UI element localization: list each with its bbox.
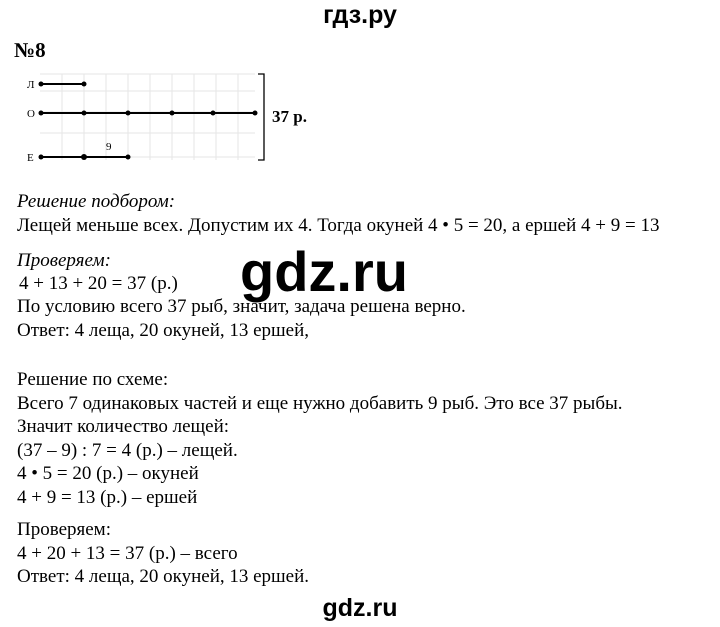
fish-scheme-diagram <box>0 60 330 170</box>
total-brace <box>258 74 264 160</box>
label-bream: Л <box>27 79 35 91</box>
scheme-check-expression: 4 + 20 + 13 = 37 (р.) – всего <box>17 543 238 564</box>
scheme-solution-line1: Всего 7 одинаковых частей и еще нужно добавить 9 рыб. Это все 37 рыбы. <box>17 393 623 414</box>
scheme-solution-step1: (37 – 9) : 7 = 4 (р.) – лещей. <box>17 440 238 461</box>
selection-answer: Ответ: 4 леща, 20 окуней, 13 ершей, <box>17 320 310 341</box>
selection-check-expression: 4 + 13 + 20 = 37 (р.) <box>19 273 178 294</box>
scheme-solution-line2: Значит количество лещей: <box>17 416 230 437</box>
point <box>211 111 216 116</box>
point <box>126 111 131 116</box>
scheme-solution-step2: 4 • 5 = 20 (р.) – окуней <box>17 463 199 484</box>
task-number: №8 <box>14 38 46 62</box>
selection-check-title: Проверяем: <box>17 250 111 271</box>
point <box>81 154 87 160</box>
label-perch: О <box>27 108 35 120</box>
selection-title: Решение подбором: <box>17 191 176 212</box>
selection-conclusion: По условию всего 37 рыб, значит, задача решена верно. <box>17 296 466 317</box>
scheme-solution-step3: 4 + 9 = 13 (р.) – ершей <box>17 487 198 508</box>
label-ruff: Е <box>27 152 34 164</box>
point <box>39 111 44 116</box>
point <box>39 82 44 87</box>
scheme-answer: Ответ: 4 леща, 20 окуней, 13 ершей. <box>17 566 310 587</box>
scheme-grid <box>40 74 255 160</box>
site-logo-bottom: gdz.ru <box>322 594 398 622</box>
scheme-check-title: Проверяем: <box>17 519 111 540</box>
scheme-solution-title: Решение по схеме: <box>17 369 169 390</box>
point <box>82 111 87 116</box>
site-logo-top: гдз.ру <box>323 1 397 29</box>
total-label: 37 р. <box>272 107 307 126</box>
point <box>82 82 87 87</box>
point <box>253 111 258 116</box>
point <box>170 111 175 116</box>
point <box>126 155 131 160</box>
selection-text: Лещей меньше всех. Допустим их 4. Тогда окуней 4 • 5 = 20, а ершей 4 + 9 = 13 <box>17 215 660 236</box>
point <box>39 155 44 160</box>
watermark: gdz.ru <box>240 240 408 303</box>
ruff-extra-label: 9 <box>106 141 112 153</box>
